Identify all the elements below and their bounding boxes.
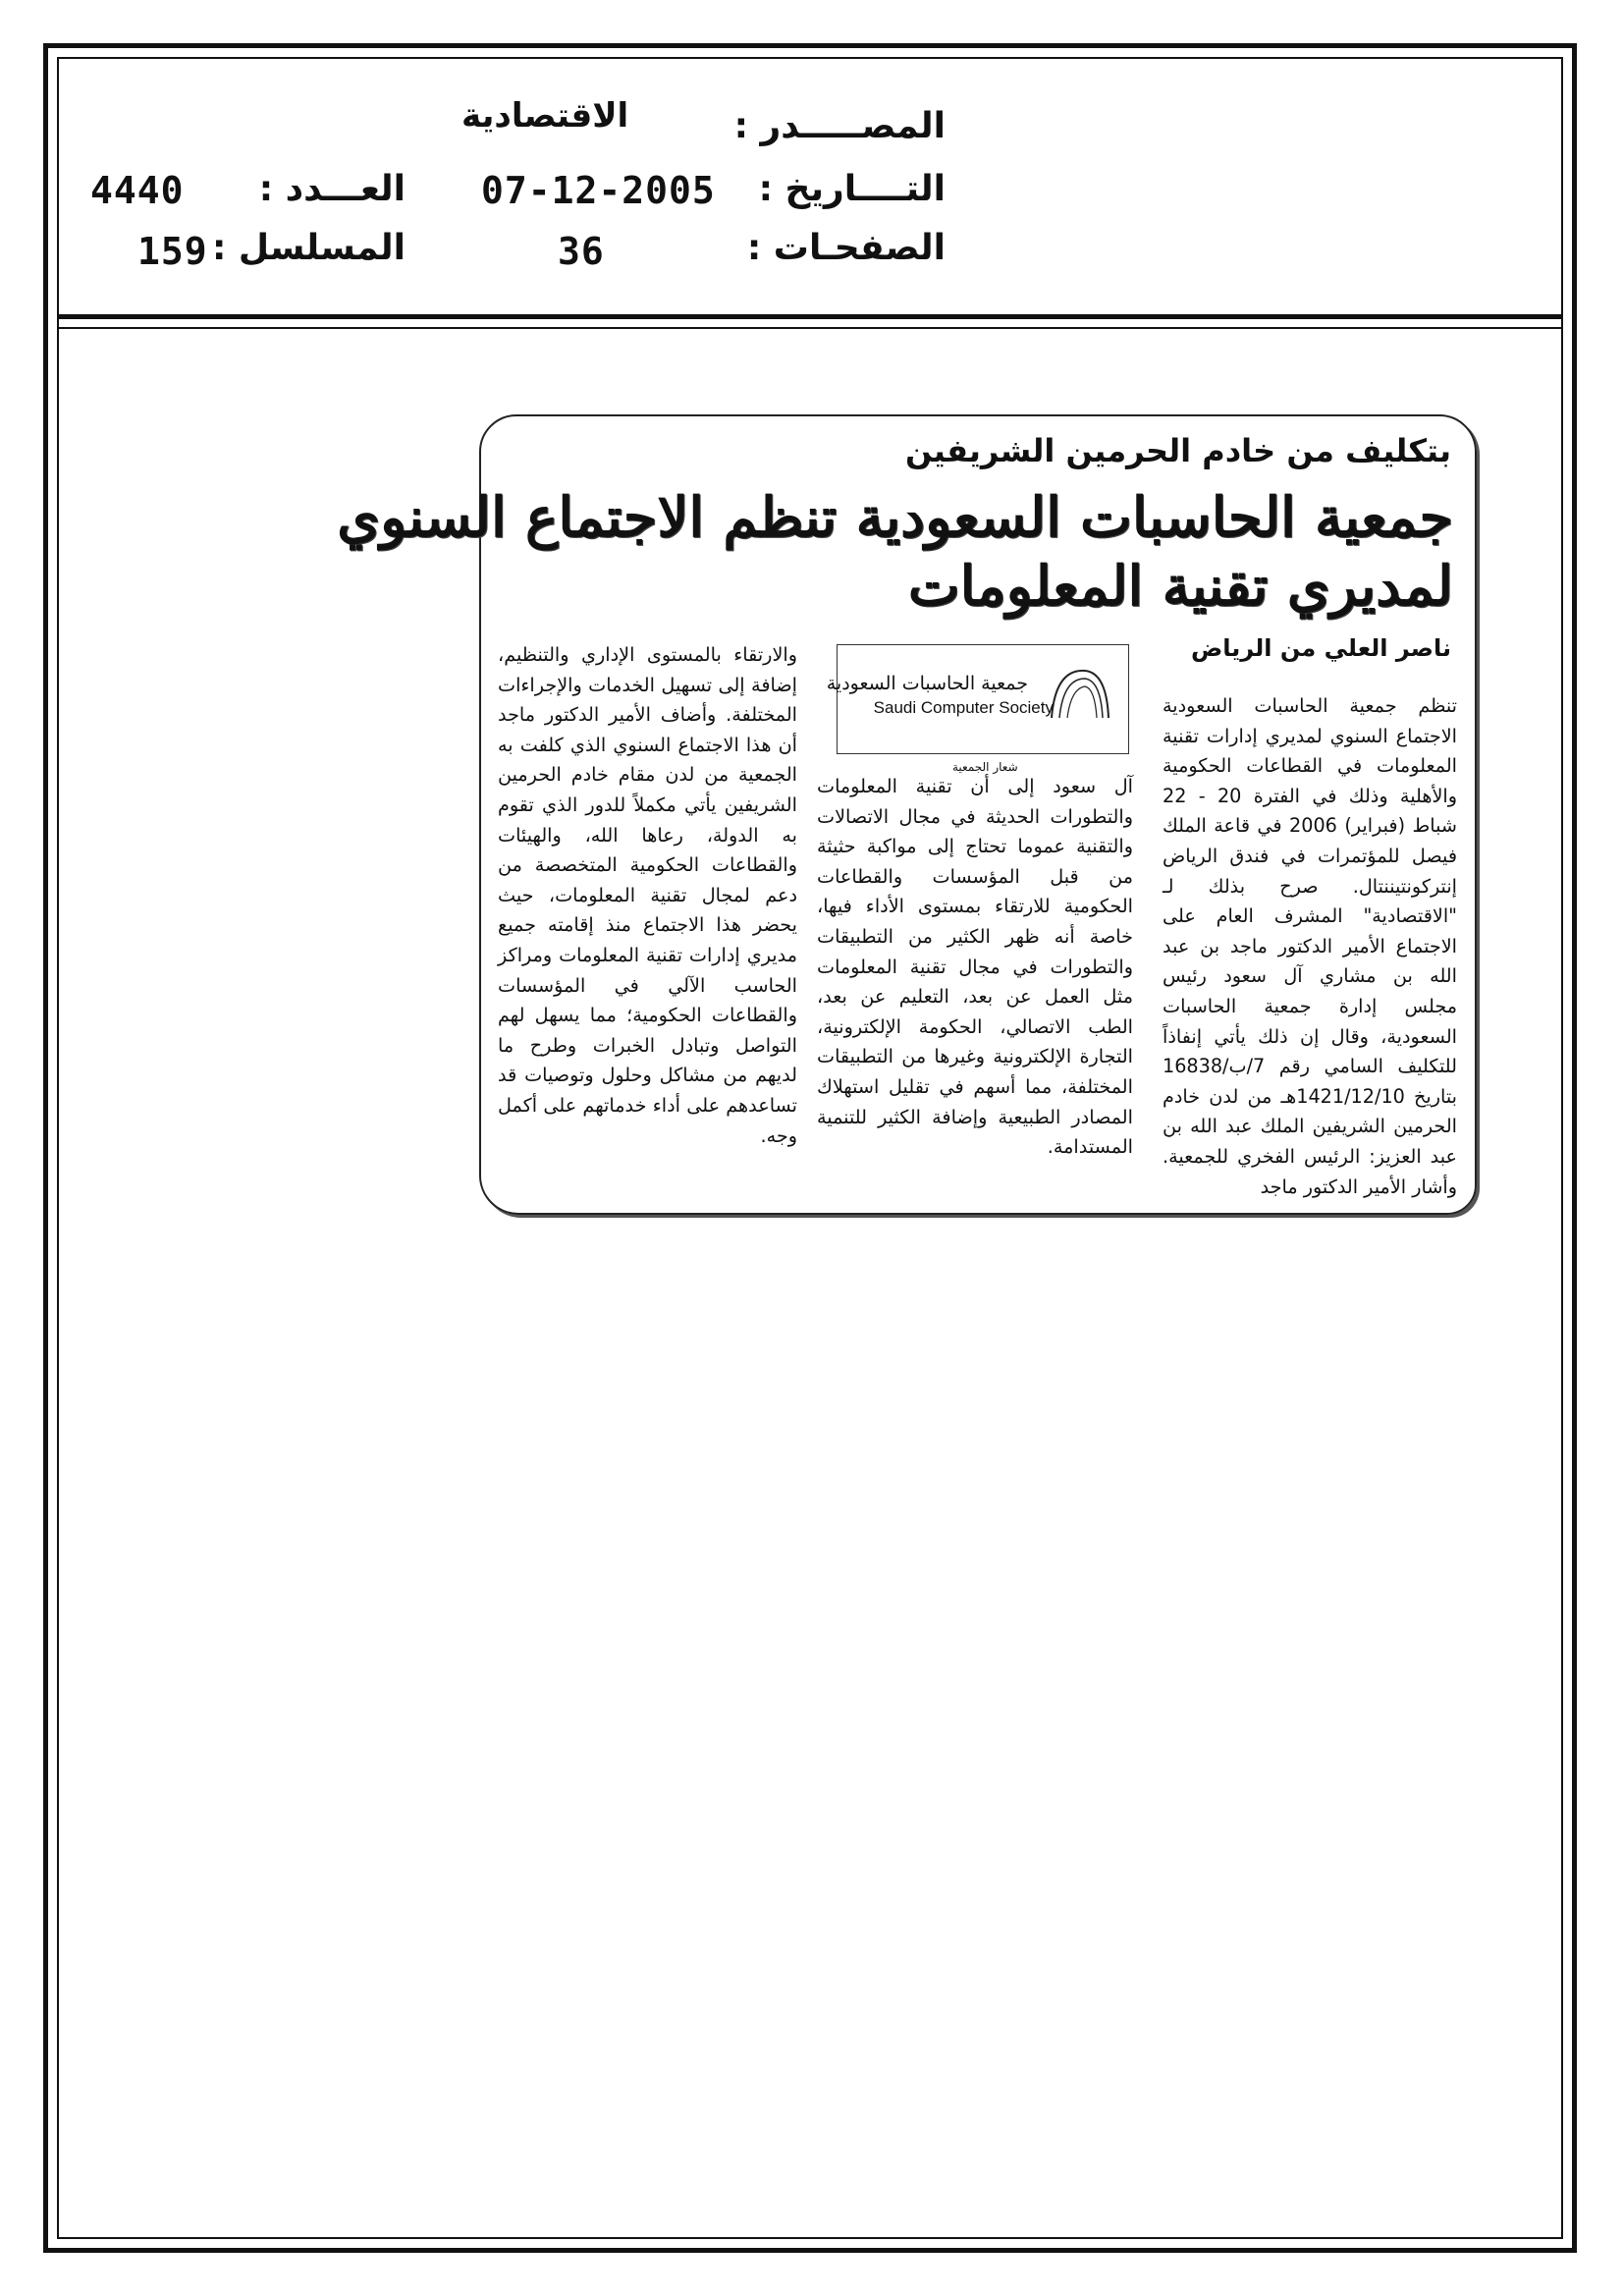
article-headline-line-2: لمديري تقنية المعلومات: [907, 554, 1453, 619]
issue-value: 4440: [90, 169, 185, 212]
date-value: 07-12-2005: [481, 169, 716, 212]
pages-value: 36: [558, 230, 605, 273]
header-divider-thin: [57, 327, 1563, 329]
logo-text-english: Saudi Computer Society: [873, 698, 1054, 717]
source-value: الاقتصادية: [461, 96, 629, 136]
article-kicker: بتكليف من خادم الحرمين الشريفين: [904, 432, 1451, 469]
serial-label: المسلسل :: [211, 228, 406, 268]
logo-arc-icon: [1046, 663, 1114, 722]
pages-label: الصفحـات :: [746, 228, 946, 268]
article-column-middle: آل سعود إلى أن تقنية المعلومات والتطورات الحديثة في مجال الاتصالات والتقنية عموما تحتاج إلى مواكبة حثيثة من قبل المؤسسات والقطاعات الحكومية للارتقاء بمستوى الأداء فيها، خاصة أنه ظهر الكثير من التطبيقات والتطورات في مجال تقنية المعلومات مثل العمل عن بعد، التعليم عن بعد، الطب الاتصالي، الحكومة الإلكترونية، التجارة الإلكترونية وغيرها من التطبيقات المختلفة، مما أسهم في تقليل استهلاك المصادر الطبيعية وإضافة الكثير للتنمية المستدامة.: [817, 775, 1133, 1159]
article-headline-line-1: جمعية الحاسبات السعودية تنظم الاجتماع السنوي: [337, 485, 1453, 550]
logo-caption: شعار الجمعية: [952, 760, 1018, 774]
issue-label: العـــدد :: [258, 169, 406, 209]
society-logo: [826, 644, 1129, 754]
article-column-left: والارتقاء بالمستوى الإداري والتنظيم، إضافة إلى تسهيل الخدمات والإجراءات المختلفة. وأضاف الأمير الدكتور ماجد أن هذا الاجتماع السنوي الذي كلفت به الجمعية من لدن مقام خادم الحرمين الشريفين يأتي مكملاً للدور الذي تقوم به الدولة، رعاها الله، والهيئات والقطاعات الحكومية المتخصصة من دعم لمجال تقنية المعلومات، حيث يحضر هذا الاجتماع منذ إقامته جميع مديري إدارات تقنية المعلومات ومراكز الحاسب الآلي في المؤسسات والقطاعات الحكومية؛ مما يسهل لهم التواصل وتبادل الخبرات وطرح ما لديهم من مشاكل وحلول وتوصيات قد تساعدهم على أداء خدماتهم على أكمل وجه.: [498, 643, 797, 1147]
date-label: التــــاريخ :: [758, 169, 946, 209]
header-divider: [57, 314, 1563, 319]
logo-text-arabic: جمعية الحاسبات السعودية: [826, 673, 1028, 694]
newspaper-clipping: [337, 414, 1477, 1215]
source-label: المصـــــدر :: [733, 106, 946, 146]
article-byline: ناصر العلي من الرياض: [1190, 634, 1451, 662]
article-column-right: تنظم جمعية الحاسبات السعودية الاجتماع السنوي لمديري إدارات تقنية المعلومات في القطاعات الحكومية والأهلية وذلك في الفترة 20 - 22 شباط (فبراير) 2006 في قاعة الملك فيصل للمؤتمرات في فندق الرياض إنتركونتيننتال. صرح بذلك لـ "الاقتصادية" المشرف العام على الاجتماع الأمير الدكتور ماجد بن عبد الله بن مشاري آل سعود رئيس مجلس إدارة جمعية الحاسبات السعودية، وقال إن ذلك يأتي إنفاذاً للتكليف السامي رقم 7/ب/16838 بتاريخ 1421/12/10هـ من لدن خادم الحرمين الشريفين الملك عبد الله بن عبد العزيز: الرئيس الفخري للجمعية. وأشار الأمير الدكتور ماجد: [1163, 694, 1458, 1198]
serial-value: 159: [137, 230, 208, 273]
